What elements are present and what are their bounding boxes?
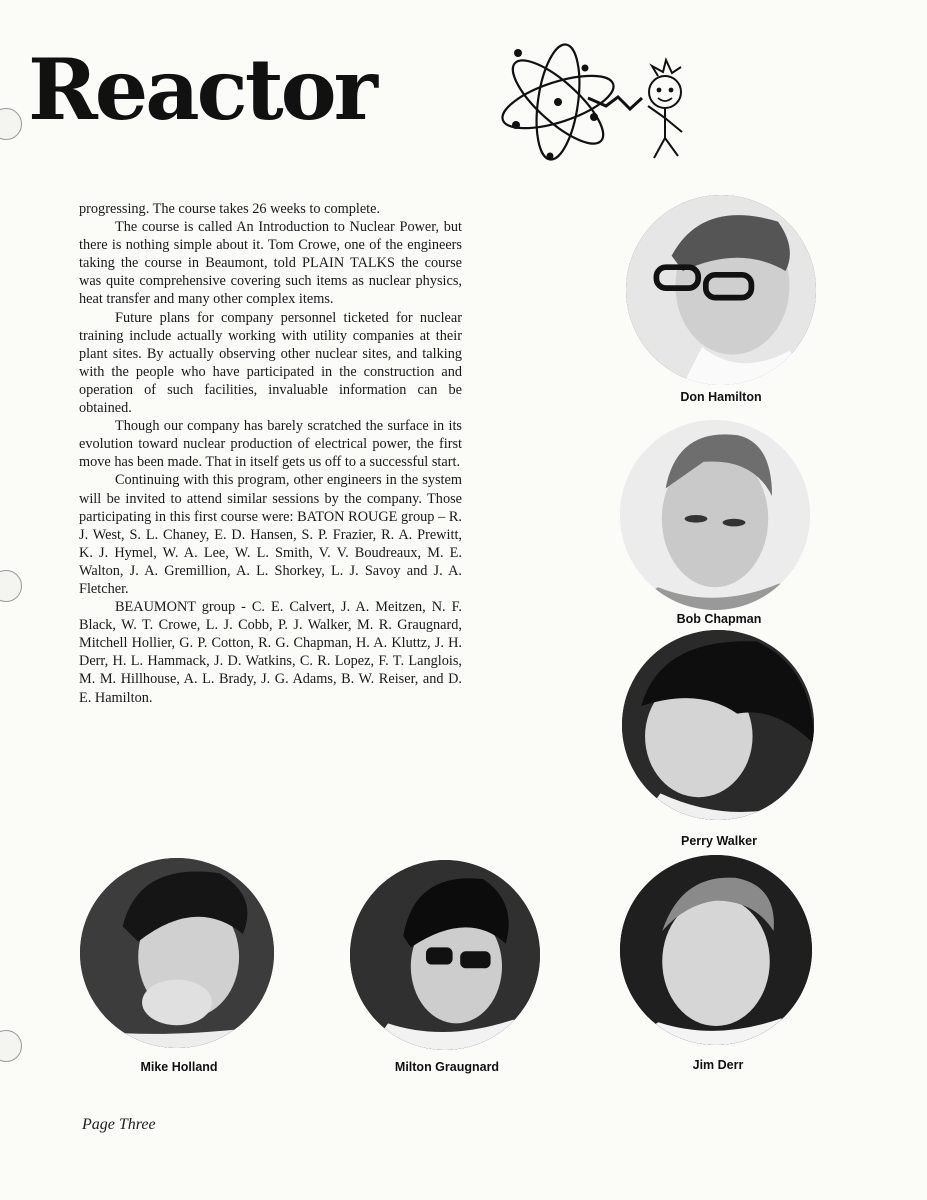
portrait-photo — [80, 858, 274, 1048]
binder-hole — [0, 1030, 22, 1062]
portrait-photo — [350, 860, 540, 1050]
portrait-photo — [622, 630, 814, 820]
binder-hole — [0, 108, 22, 140]
masthead-title: Reactor — [28, 40, 375, 139]
article-paragraph: Though our company has barely scratched the surface in its evolution toward nuclear production of electrical power, the first move has been made. That in itself gets us off to a successful start. — [79, 418, 462, 471]
photo-caption: Jim Derr — [692, 1058, 744, 1072]
article-paragraph: Continuing with this program, other engineers in the system will be invited to attend similar sessions by the company. Those participating in this first course were: BATON ROUGE group – R. J. West, S. L. Chaney, E. D. Hansen, S. P. Frazier, R. A. Prewitt, K. J. Hymel, W. A. Lee, W. L. Smith, V. V. Boudreaux, M. E. Walton, J. A. Gremillion, A. L. Shorkey, L. J. Savoy and J. A. Fletcher. — [79, 472, 462, 597]
photo-caption: Mike Holland — [140, 1060, 218, 1074]
photo-caption: Milton Graugnard — [394, 1060, 500, 1074]
page-number: Page Three — [82, 1116, 156, 1133]
article-paragraph: progressing. The course takes 26 weeks to complete. — [79, 201, 381, 217]
portrait-photo — [620, 855, 812, 1045]
photo-caption: Bob Chapman — [676, 612, 762, 626]
portrait-photo — [626, 195, 816, 385]
atom-mascot-logo — [488, 40, 700, 165]
binder-hole — [0, 570, 22, 602]
portrait-photo — [620, 420, 810, 610]
article-paragraph: BEAUMONT group - C. E. Calvert, J. A. Meitzen, N. F. Black, W. T. Crowe, L. J. Cobb, P. J. Walker, M. R. Graugnard, Mitchell Hollier, G. P. Cotton, R. G. Chapman, H. A. Kluttz, J. H. Derr, H. L. Hammack, J. D. Watkins, C. R. Lopez, F. T. Langlois, M. M. Hillhouse, A. L. Brady, J. G. Adams, B. W. Reiser, and D. E. Hamilton. — [79, 599, 462, 706]
photo-caption: Don Hamilton — [680, 390, 762, 404]
photo-caption: Perry Walker — [681, 834, 757, 848]
article-paragraph: The course is called An Introduction to Nuclear Power, but there is nothing simple about it. Tom Crowe, one of the engineers taking the course in Beaumont, told PLAIN TALKS the course was quite comprehensive covering such items as nuclear physics, heat transfer and many other complex items. — [79, 219, 462, 308]
article-body — [79, 200, 462, 707]
article-paragraph: Future plans for company personnel ticketed for nuclear training include actually working with utility companies at their plant sites. By actually observing other nuclear sites, and talking with the people who have participated in the construction and operation of such facilities, invaluable information can be obtained. — [79, 309, 462, 417]
